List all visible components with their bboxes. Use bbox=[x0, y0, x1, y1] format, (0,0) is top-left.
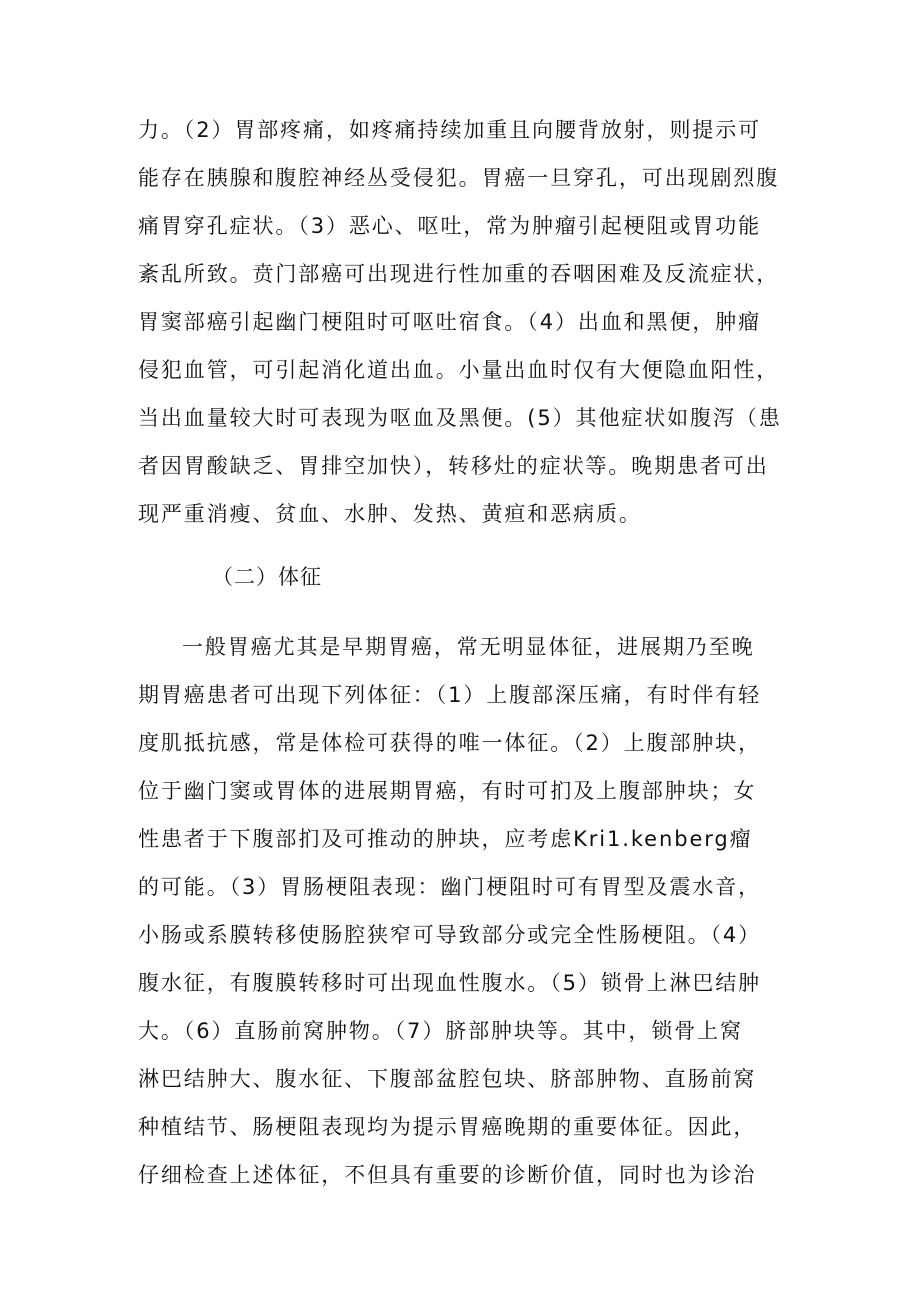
text-line: 者因胃酸缺乏、胃排空加快），转移灶的症状等。晚期患者可出 bbox=[138, 454, 769, 478]
text-line: 紊乱所致。贲门部癌可出现进行性加重的吞咽困难及反流症状， bbox=[138, 262, 780, 286]
text-line: 位于幽门窦或胃体的进展期胃癌，有时可扪及上腹部肿块；女 bbox=[138, 779, 757, 803]
text-line: 现严重消瘦、贫血、水肿、发热、黄疸和恶病质。 bbox=[138, 502, 642, 526]
text-line: 淋巴结肿大、腹水征、下腹部盆腔包块、脐部肿物、直肠前窝 bbox=[138, 1067, 757, 1091]
text-line: 大。（6）直肠前窝肿物。（7）脐部肿块等。其中，锁骨上窝 bbox=[138, 1019, 743, 1043]
text-line: 侵犯血管，可引起消化道出血。小量出血时仅有大便隐血阳性， bbox=[138, 358, 780, 382]
text-line: 的可能。（3）胃肠梗阻表现：幽门梗阻时可有胃型及震水音， bbox=[138, 875, 762, 899]
text-line: 一般胃癌尤其是早期胃癌，常无明显体征，进展期乃至晚 bbox=[182, 635, 755, 659]
section-heading: （二）体征 bbox=[212, 565, 322, 589]
text-line: 仔细检查上述体征，不但具有重要的诊断价值，同时也为诊治 bbox=[138, 1163, 757, 1187]
text-line: 性患者于下腹部扪及可推动的肿块，应考虑Kri1.kenberg瘤 bbox=[138, 827, 753, 851]
text-line: 小肠或系膜转移使肠腔狭窄可导致部分或完全性肠梗阻。（4） bbox=[138, 923, 762, 947]
text-line: 能存在胰腺和腹腔神经丛受侵犯。胃癌一旦穿孔，可出现剧烈腹 bbox=[138, 166, 780, 190]
text-line: 痛胃穿孔症状。（3）恶心、呕吐，常为肿瘤引起梗阻或胃功能 bbox=[138, 214, 762, 238]
text-line: 力。（2）胃部疼痛，如疼痛持续加重且向腰背放射，则提示可 bbox=[138, 118, 762, 142]
text-line: 胃窦部癌引起幽门梗阻时可呕吐宿食。（4）出血和黑便，肿瘤 bbox=[138, 310, 762, 334]
text-line: 度肌抵抗感，常是体检可获得的唯一体征。（2）上腹部肿块， bbox=[138, 731, 762, 755]
text-line: 当出血量较大时可表现为呕血及黑便。(5）其他症状如腹泻（患 bbox=[138, 406, 782, 430]
text-line: 腹水征，有腹膜转移时可出现血性腹水。（5）锁骨上淋巴结肿 bbox=[138, 971, 762, 995]
text-line: 种植结节、肠梗阻表现均为提示胃癌晚期的重要体征。因此， bbox=[138, 1115, 757, 1139]
text-line: 期胃癌患者可出现下列体征：（1）上腹部深压痛，有时伴有轻 bbox=[138, 683, 762, 707]
